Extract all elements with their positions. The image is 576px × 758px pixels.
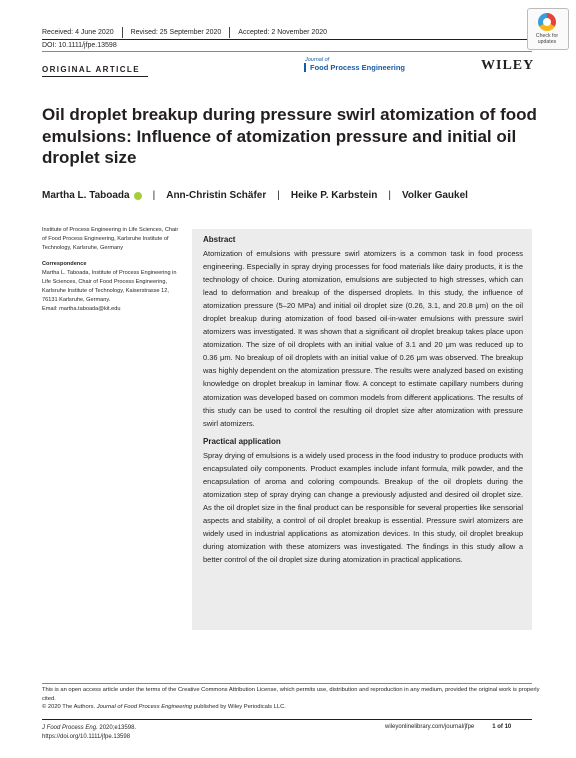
practical-application-heading: Practical application [203, 436, 281, 446]
correspondence-heading: Correspondence [42, 261, 87, 267]
header-divider [42, 39, 532, 40]
article-type-underline [42, 76, 148, 77]
author-separator: | [152, 190, 156, 201]
abstract-content [203, 234, 523, 566]
footer-divider-2 [42, 719, 532, 720]
citation-rest: 2020;e13598. [97, 725, 137, 731]
correspondence-email[interactable]: Email: martha.taboada@kit.edu [42, 306, 121, 312]
practical-application-text: Spray drying of emulsions is a widely used process in the food industry to produce products with encapsulated oily components. Product examples include infant formula, milk powder, and the encapsulation of aroma and coloring compounds. Breakup of the oil droplets during the atomization step of spray drying can change a previously adjusted and desired oil droplet size. As the oil droplet size in the final product can be responsible for several properties like sensorial aspects and stability, a control of oil droplet breakup is essential. Pressure swirl atomizers are widely used in industrial applications as atomization devices. In this study, oil droplet breakup during atomization with these atomizers was investigated. The findings in this study allow a better control of the oil droplet size during atomization in practical applications. [203, 450, 523, 565]
correspondence-address: Martha L. Taboada, Institute of Process Engineering in Life Sciences, Chair of Food Process Engineering, Karlsruhe Institute of Technology, Kaiserstrasse 12, 76131 Karlsruhe, Germany. [42, 270, 177, 303]
orcid-icon[interactable] [134, 192, 142, 200]
doi-url[interactable]: https://doi.org/10.1111/jfpe.13598 [42, 734, 131, 740]
footer-divider [42, 683, 532, 684]
author-name[interactable]: Ann-Christin Schäfer [166, 190, 267, 201]
copyright-suffix: published by Wiley Periodicals LLC. [192, 704, 286, 711]
author-separator: | [277, 190, 280, 201]
license-footer [42, 686, 542, 712]
header-divider-2 [42, 51, 532, 52]
citation-journal: J Food Process Eng. [42, 725, 98, 731]
revised-date: Revised: 25 September 2020 [131, 27, 231, 38]
journal-of-label: Journal of [305, 57, 330, 63]
copyright-prefix: © 2020 The Authors. [42, 704, 97, 711]
article-title: Oil droplet breakup during pressure swirl atomization of food emulsions: Influence of atomization pressure and initial oil droplet size [42, 105, 537, 167]
author-name[interactable]: Heike P. Karbstein [290, 190, 378, 201]
affiliation-column [42, 226, 180, 314]
site-info [385, 724, 511, 730]
doi[interactable]: DOI: 10.1111/jfpe.13598 [42, 42, 117, 49]
article-type: ORIGINAL ARTICLE [42, 65, 140, 74]
journal-logo[interactable]: Food Process Engineering [304, 63, 405, 72]
article-dates [42, 27, 343, 38]
check-for-updates-label[interactable]: Check for updates [535, 33, 559, 45]
citation-line [42, 724, 136, 733]
citation-block [42, 724, 136, 742]
copyright-line [42, 703, 542, 712]
author-name[interactable]: Martha L. Taboada [42, 190, 130, 201]
abstract-heading: Abstract [203, 235, 236, 244]
received-date: Received: 4 June 2020 [42, 27, 123, 38]
abstract-text: Atomization of emulsions with pressure swirl atomizers is a common task in food process engineering. Especially in spray drying processes for food materials like dairy products, it is the technology of choice. During atomization, emulsions are subjected to high stresses, which can lead to deformation and breakup of the dispersed droplets. In this study, the influence of atomization pressure (5–20 MPa) and initial oil droplet size (0.26, 3.1, and 20.8 μm) on the oil droplet breakup during atomization of food based oil-in-water emulsions with pressure swirl atomizers was investigated. It was shown that a significant oil droplet breakup takes place upon atomization. The size of oil droplets with an initial value of 3.1 and 20 μm was reduced up to 0.36 μm. No breakup of oil droplets with an initial value of 0.26 μm was observed. The breakup was highly dependent on the atomization pressure. The results were analyzed based on existing knowledge on droplet breakup in laminar flow. A concept to estimate capillary numbers during atomization was developed based on common models from different applications. The results of this study can be used to control the resulting oil droplet size after atomization with pressure swirl atomizers. [203, 249, 523, 428]
journal-site-url[interactable]: wileyonlinelibrary.com/journal/jfpe [385, 724, 475, 730]
publisher-logo[interactable]: WILEY [481, 58, 535, 73]
author-name[interactable]: Volker Gaukel [401, 190, 468, 201]
license-text: This is an open access article under the terms of the Creative Commons Attribution License, which permits use, distribution and reproduction in any medium, provided the original work is properly cited. [42, 687, 540, 702]
copyright-journal: Journal of Food Process Engineering [96, 704, 193, 711]
author-list [42, 190, 468, 201]
affiliation: Institute of Process Engineering in Life Sciences, Chair of Food Process Engineering, Karlsruhe Institute of Technology, Karlsruhe, Germany [42, 227, 179, 251]
crossmark-icon[interactable] [538, 13, 556, 31]
accepted-date: Accepted: 2 November 2020 [238, 29, 328, 36]
author-separator: | [388, 190, 391, 201]
page-number: 1 of 10 [492, 724, 512, 730]
